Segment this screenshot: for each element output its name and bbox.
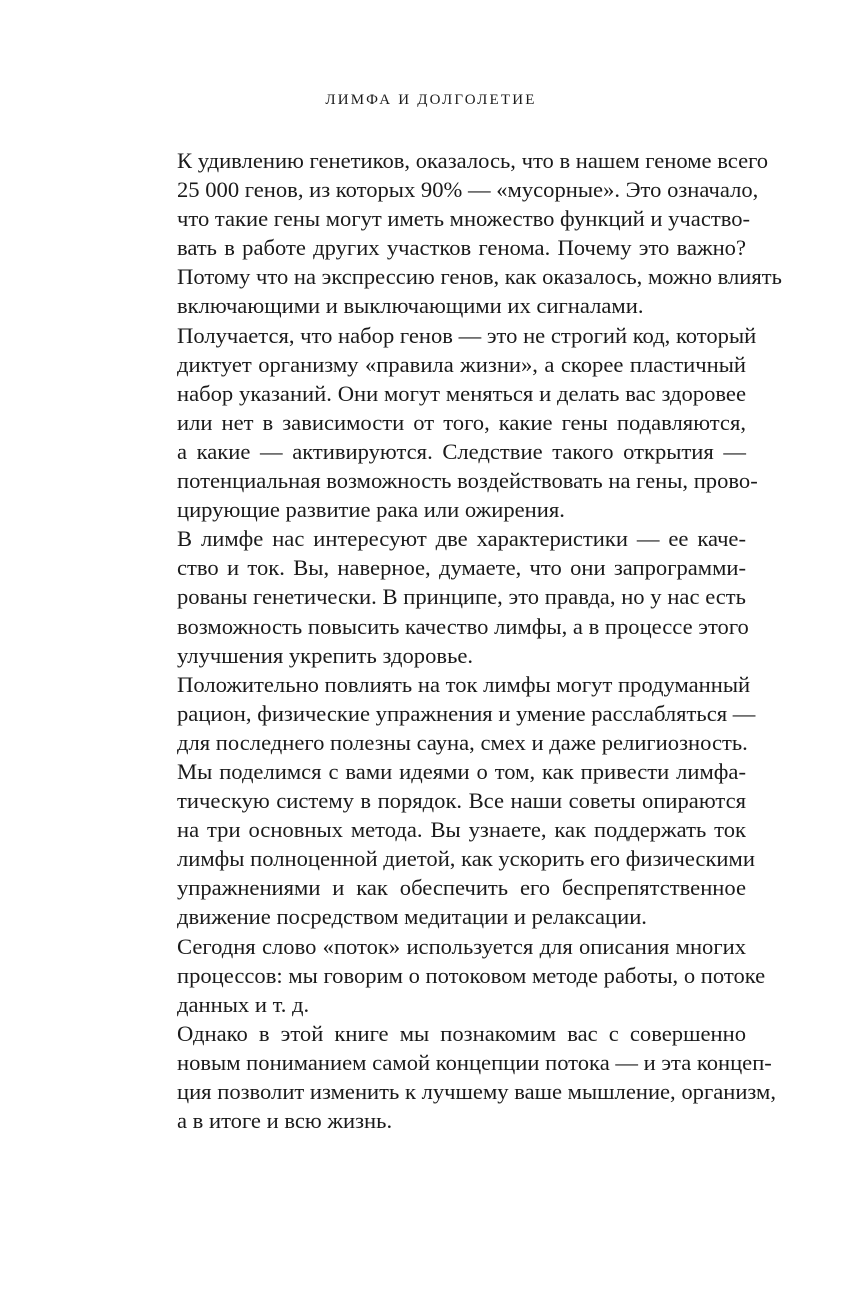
text-line: ство и ток. Вы, наверное, думаете, что они запрограмми- (177, 555, 746, 581)
paragraph (148, 524, 749, 669)
text-line: а в итоге и всю жизнь. (177, 1108, 393, 1134)
paragraph (148, 1019, 776, 1135)
text-line: ция позволит изменить к лучшему ваше мышление, организм, (177, 1079, 776, 1104)
text-line: Потому что на экспрессию генов, как оказалось, можно влиять (177, 264, 782, 290)
text-line: тическую систему в порядок. Все наши советы опираются (177, 788, 746, 814)
text-line: Мы поделимся с вами идеями о том, как привести лимфа- (177, 758, 746, 784)
text-line: рацион, физические упражнения и умение расслабляться — (177, 700, 756, 726)
text-line: Получается, что набор генов — это не строгий код, который (177, 322, 757, 348)
text-line: набор указаний. Они могут меняться и делать вас здоровее (177, 380, 746, 406)
text-line: лимфы полноценной диетой, как ускорить его физическими (177, 846, 755, 872)
text-line: рованы генетически. В принципе, это правда, но у нас есть (177, 584, 746, 610)
text-line: В лимфе нас интересуют две характеристики — ее каче- (177, 526, 746, 552)
paragraph (148, 670, 756, 932)
text-line: данных и т. д. (177, 991, 310, 1017)
text-line: на три основных метода. Вы узнаете, как поддержать ток (177, 817, 746, 843)
text-line: движение посредством медитации и релаксации. (177, 904, 647, 930)
text-line: цирующие развитие рака или ожирения. (177, 497, 565, 523)
text-line: улучшения укрепить здоровье. (177, 642, 474, 668)
text-line: что такие гены могут иметь множество функций и участво- (177, 206, 751, 232)
text-line: К удивлению генетиков, оказалось, что в нашем геноме всего (177, 148, 769, 173)
body-text (148, 146, 782, 1135)
text-line: вать в работе других участков генома. Почему это важно? (177, 235, 746, 261)
text-line: процессов: мы говорим о потоковом методе работы, о потоке (177, 962, 766, 988)
text-line: для последнего полезны сауна, смех и даже религиозность. (177, 729, 748, 755)
text-line: новым пониманием самой концепции потока — и эта концеп- (177, 1049, 772, 1075)
text-line: упражнениями и как обеспечить его беспрепятственное (177, 875, 746, 901)
text-line: включающими и выключающими их сигналами. (177, 293, 644, 319)
paragraph (148, 146, 782, 321)
text-line: Сегодня слово «поток» используется для описания многих (177, 933, 746, 959)
paragraph (148, 932, 766, 1019)
text-line: а какие — активируются. Следствие такого открытия — (177, 438, 746, 464)
text-line: диктует организму «правила жизни», а скорее пластичный (177, 351, 746, 377)
paragraph (148, 321, 758, 525)
text-line: Положительно повлиять на ток лимфы могут продуманный (177, 671, 751, 697)
running-head: ЛИМФА И ДОЛГОЛЕТИЕ (325, 92, 537, 108)
text-line: Однако в этой книге мы познакомим вас с совершенно (177, 1020, 746, 1046)
text-line: потенциальная возможность воздействовать на гены, прово- (177, 468, 758, 494)
text-line: 25 000 генов, из которых 90% — «мусорные». Это означало, (177, 177, 759, 203)
text-line: возможность повысить качество лимфы, а в процессе этого (177, 613, 749, 639)
text-line: или нет в зависимости от того, какие гены подавляются, (177, 409, 746, 435)
